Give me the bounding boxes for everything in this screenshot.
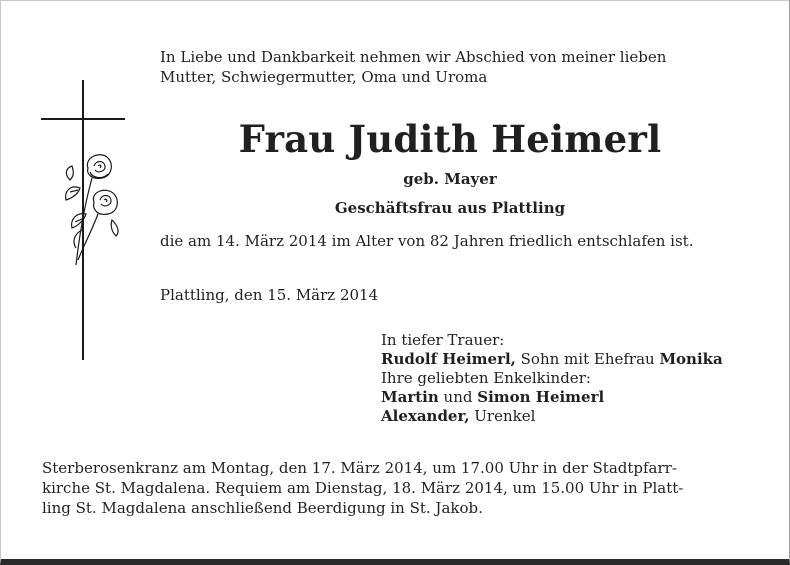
great-grandchild-name: Alexander,: [381, 407, 470, 425]
mourner-great-grandchild: [381, 407, 781, 426]
mourner-grandchildren: [381, 388, 781, 407]
place-date: Plattling, den 15. März 2014: [160, 286, 379, 304]
grandchild-1: Martin: [381, 388, 439, 406]
services-line-1: Sterberosenkranz am Montag, den 17. März 2014, um 17.00 Uhr in der Stadtpfarr-: [42, 459, 677, 477]
grandchildren-heading: Ihre geliebten Enkelkinder:: [381, 369, 591, 387]
death-notice: die am 14. März 2014 im Alter von 82 Jahren friedlich entschlafen ist.: [160, 232, 694, 250]
mourning-heading: In tiefer Trauer:: [381, 331, 505, 349]
intro-line-2: Mutter, Schwiegermutter, Oma und Uroma: [160, 68, 488, 86]
mourners-block: [381, 331, 781, 426]
deceased-name: Frau Judith Heimerl: [238, 117, 662, 161]
great-grandchild-relation: Urenkel: [469, 407, 536, 425]
services-text: [42, 458, 762, 518]
mourner-son: [381, 350, 781, 369]
services-line-3: ling St. Magdalena anschließend Beerdigung in St. Jakob.: [42, 499, 483, 517]
and-word: und: [438, 388, 478, 406]
son-wife-name: Monika: [659, 350, 723, 368]
maiden-name: geb. Mayer: [403, 170, 497, 188]
son-relation: Sohn mit Ehefrau: [515, 350, 660, 368]
son-name: Rudolf Heimerl,: [381, 350, 516, 368]
intro-line-1: In Liebe und Dankbarkeit nehmen wir Abschied von meiner lieben: [160, 48, 667, 66]
occupation: Geschäftsfrau aus Plattling: [334, 199, 566, 217]
services-line-2: kirche St. Magdalena. Requiem am Dienstag, 18. März 2014, um 15.00 Uhr in Platt-: [42, 479, 684, 497]
grandchild-2: Simon Heimerl: [477, 388, 605, 406]
cross-with-roses-icon: [40, 80, 130, 360]
intro-text: [160, 47, 760, 87]
